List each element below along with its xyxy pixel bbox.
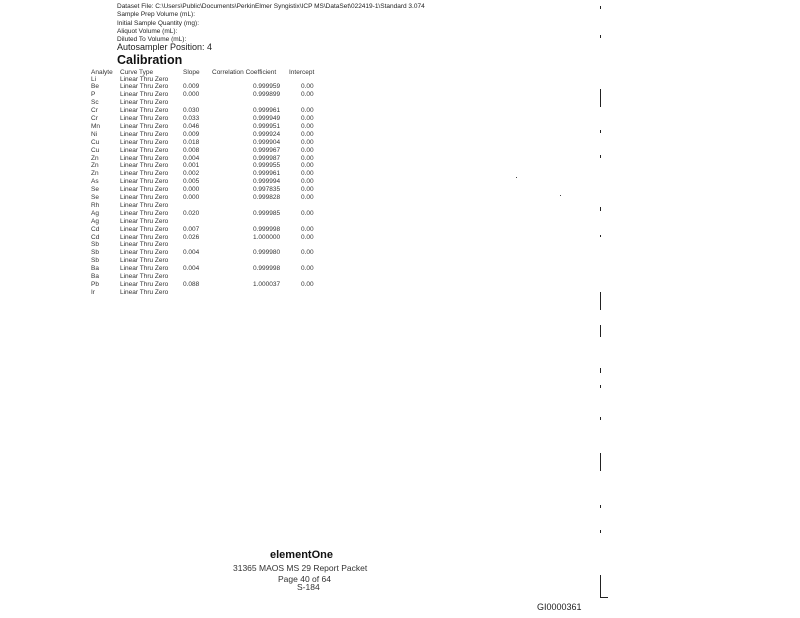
header-slope: Slope <box>183 69 200 76</box>
cell-correlation: 0.999899 <box>253 91 281 99</box>
cell-curve-type: Linear Thru Zero <box>120 170 169 178</box>
cell-correlation: 0.999998 <box>253 225 281 233</box>
cell-analyte: Ag <box>91 209 99 217</box>
cell-analyte: Sb <box>91 257 99 265</box>
cell-curve-type: Linear Thru Zero <box>120 209 169 217</box>
dataset-file-line: Dataset File: C:\Users\Public\Documents\PerkinElmer Syngistix\ICP MS\DataSet\022419-1\Standard 3.074 <box>117 3 425 10</box>
cell-curve-type: Linear Thru Zero <box>120 280 169 288</box>
cell-analyte: Cd <box>91 233 100 241</box>
cell-analyte: Cu <box>91 146 100 154</box>
cell-analyte: Ni <box>91 130 98 138</box>
cell-curve-type: Linear Thru Zero <box>120 194 169 201</box>
cell-curve-type: Linear Thru Zero <box>120 154 169 162</box>
cell-slope: 0.009 <box>183 130 200 138</box>
header-analyte: Analyte <box>91 69 113 76</box>
sample-prep-volume-line: Sample Prep Volume (mL): <box>117 11 196 19</box>
cell-slope: 0.004 <box>183 249 200 257</box>
cell-curve-type: Linear Thru Zero <box>120 91 169 99</box>
cell-analyte: Cu <box>91 138 100 146</box>
cell-analyte: Pb <box>91 280 99 288</box>
cell-curve-type: Linear Thru Zero <box>120 233 169 241</box>
cell-analyte: Sb <box>91 249 99 257</box>
cell-intercept: 0.00 <box>301 170 314 178</box>
cell-intercept: 0.00 <box>301 209 314 217</box>
cell-curve-type: Linear Thru Zero <box>120 75 169 83</box>
cell-curve-type: Linear Thru Zero <box>120 130 169 138</box>
cell-correlation: 0.999961 <box>253 107 281 115</box>
cell-intercept: 0.00 <box>301 115 314 122</box>
cell-intercept: 0.00 <box>301 233 314 241</box>
cell-curve-type: Linear Thru Zero <box>120 249 169 257</box>
cell-curve-type: Linear Thru Zero <box>120 217 169 225</box>
cell-analyte: Zn <box>91 170 99 178</box>
cell-analyte: Cr <box>91 107 98 115</box>
cell-slope: 0.088 <box>183 280 200 288</box>
cell-analyte: Mn <box>91 122 101 130</box>
autosampler-position: Autosampler Position: 4 <box>117 42 213 52</box>
diluted-volume-line: Diluted To Volume (mL): <box>117 36 187 44</box>
cell-slope: 0.018 <box>183 138 200 146</box>
cell-analyte: Ba <box>91 265 99 273</box>
cell-slope: 0.000 <box>183 186 200 194</box>
cell-curve-type: Linear Thru Zero <box>120 178 169 186</box>
cell-intercept: 0.00 <box>301 280 314 288</box>
cell-analyte: As <box>91 178 99 186</box>
cell-curve-type: Linear Thru Zero <box>120 146 169 154</box>
cell-intercept: 0.00 <box>301 154 314 162</box>
cell-correlation: 0.999951 <box>253 122 281 130</box>
cell-correlation: 0.999955 <box>253 162 281 170</box>
cell-correlation: 0.999924 <box>253 130 281 138</box>
section-title: Calibration <box>117 53 183 67</box>
aliquot-volume-line: Aliquot Volume (mL): <box>117 27 178 35</box>
cell-curve-type: Linear Thru Zero <box>120 83 169 91</box>
cell-analyte: Se <box>91 194 99 201</box>
cell-correlation: 0.999904 <box>253 138 281 146</box>
cell-correlation: 0.997835 <box>253 186 281 194</box>
cell-correlation: 0.999998 <box>253 265 281 273</box>
cell-intercept: 0.00 <box>301 146 314 154</box>
cell-analyte: Ag <box>91 217 99 225</box>
cell-correlation: 0.999961 <box>253 170 281 178</box>
sub-page-number: S-184 <box>297 582 320 592</box>
cell-curve-type: Linear Thru Zero <box>120 257 169 265</box>
cell-analyte: P <box>91 91 96 99</box>
cell-curve-type: Linear Thru Zero <box>120 225 169 233</box>
cell-curve-type: Linear Thru Zero <box>120 107 169 115</box>
cell-intercept: 0.00 <box>301 186 314 194</box>
cell-correlation: 1.000000 <box>253 233 281 241</box>
bates-number: GI0000361 <box>537 602 582 612</box>
cell-correlation: 0.999985 <box>253 209 281 217</box>
cell-curve-type: Linear Thru Zero <box>120 265 169 273</box>
cell-slope: 0.008 <box>183 146 200 154</box>
cell-correlation: 1.000037 <box>253 280 281 288</box>
cell-analyte: Ba <box>91 273 99 280</box>
cell-analyte: Rh <box>91 201 100 209</box>
cell-analyte: Be <box>91 83 99 91</box>
cell-analyte: Zn <box>91 154 99 162</box>
cell-slope: 0.026 <box>183 233 200 241</box>
cell-curve-type: Linear Thru Zero <box>120 288 169 296</box>
cell-curve-type: Linear Thru Zero <box>120 99 169 107</box>
cell-curve-type: Linear Thru Zero <box>120 186 169 194</box>
cell-curve-type: Linear Thru Zero <box>120 138 169 146</box>
cell-intercept: 0.00 <box>301 265 314 273</box>
cell-curve-type: Linear Thru Zero <box>120 201 169 209</box>
cell-analyte: Zn <box>91 162 99 170</box>
cell-curve-type: Linear Thru Zero <box>120 122 169 130</box>
cell-correlation: 0.999980 <box>253 249 281 257</box>
cell-correlation: 0.999828 <box>253 194 281 201</box>
cell-intercept: 0.00 <box>301 178 314 186</box>
cell-intercept: 0.00 <box>301 225 314 233</box>
cell-intercept: 0.00 <box>301 130 314 138</box>
cell-analyte: Se <box>91 186 99 194</box>
cell-intercept: 0.00 <box>301 107 314 115</box>
cell-slope: 0.002 <box>183 170 200 178</box>
cell-slope: 0.004 <box>183 154 200 162</box>
initial-sample-quantity-line: Initial Sample Quantity (mg): <box>117 19 200 27</box>
page-number: Page 40 of 64 <box>278 574 331 584</box>
cell-slope: 0.020 <box>183 209 200 217</box>
cell-intercept: 0.00 <box>301 138 314 146</box>
cell-analyte: Sb <box>91 241 99 249</box>
cell-intercept: 0.00 <box>301 162 314 170</box>
header-correlation: Correlation Coefficient <box>212 69 277 76</box>
cell-slope: 0.007 <box>183 225 200 233</box>
cell-intercept: 0.00 <box>301 122 314 130</box>
brand-logo-text: elementOne <box>270 549 333 561</box>
cell-analyte: Sc <box>91 99 99 107</box>
cell-slope: 0.005 <box>183 178 200 186</box>
cell-analyte: Li <box>91 75 97 83</box>
table-row <box>0 289 800 297</box>
cell-slope: 0.033 <box>183 115 200 122</box>
cell-intercept: 0.00 <box>301 91 314 99</box>
cell-correlation: 0.999967 <box>253 146 281 154</box>
cell-intercept: 0.00 <box>301 83 314 91</box>
cell-slope: 0.030 <box>183 107 200 115</box>
cell-slope: 0.000 <box>183 194 200 201</box>
header-curve-type: Curve Type <box>120 69 154 76</box>
cell-curve-type: Linear Thru Zero <box>120 115 169 122</box>
cell-correlation: 0.999949 <box>253 115 281 122</box>
cell-analyte: Cr <box>91 115 98 122</box>
cell-analyte: Ir <box>91 288 95 296</box>
cell-intercept: 0.00 <box>301 249 314 257</box>
cell-correlation: 0.999987 <box>253 154 281 162</box>
cell-slope: 0.004 <box>183 265 200 273</box>
header-intercept: Intercept <box>289 69 315 76</box>
cell-correlation: 0.999994 <box>253 178 281 186</box>
cell-analyte: Cd <box>91 225 100 233</box>
cell-curve-type: Linear Thru Zero <box>120 162 169 170</box>
cell-slope: 0.009 <box>183 83 200 91</box>
dataset-header <box>117 3 425 44</box>
cell-curve-type: Linear Thru Zero <box>120 241 169 249</box>
report-title: 31365 MAOS MS 29 Report Packet <box>233 563 368 573</box>
cell-slope: 0.046 <box>183 122 200 130</box>
cell-intercept: 0.00 <box>301 194 314 201</box>
cell-curve-type: Linear Thru Zero <box>120 273 169 280</box>
cell-correlation: 0.999959 <box>253 83 281 91</box>
cell-slope: 0.001 <box>183 162 200 170</box>
cell-slope: 0.000 <box>183 91 200 99</box>
